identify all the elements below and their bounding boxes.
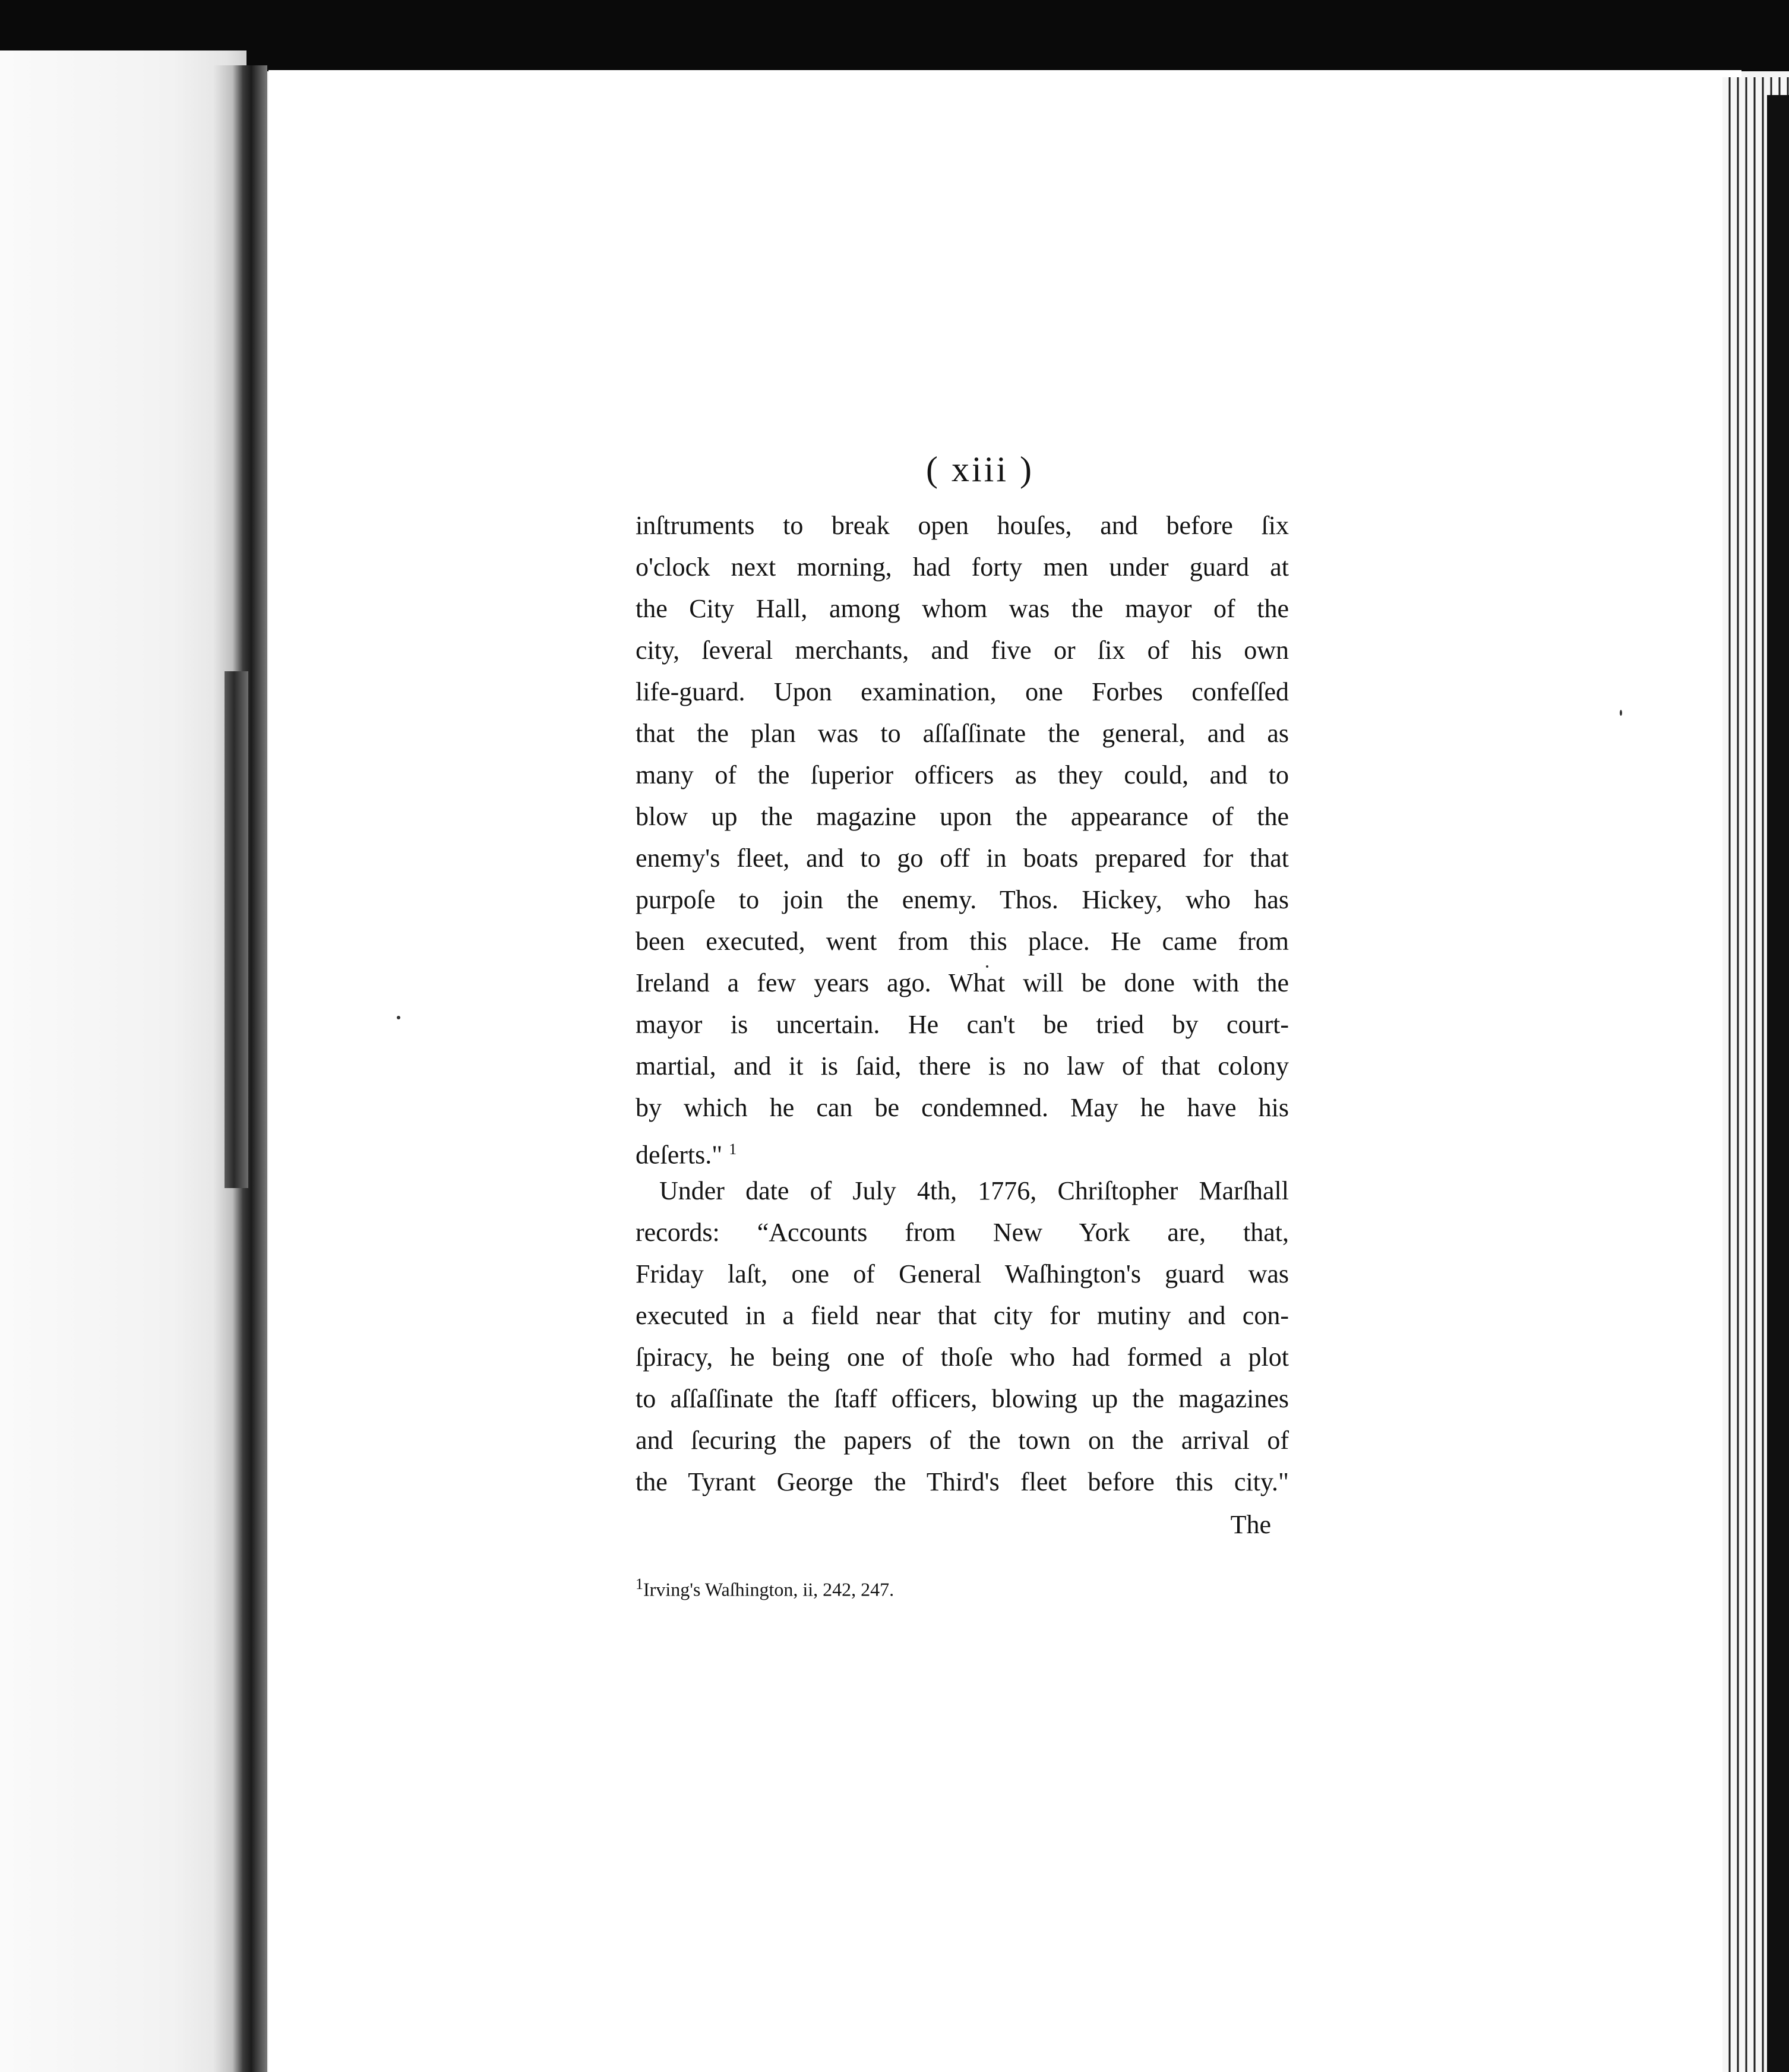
text-line: to aſſaſſinate the ſtaff officers, blowing up the magazines	[636, 1384, 1289, 1413]
page-text	[636, 446, 1289, 1604]
text-line: the City Hall, among whom was the mayor of the	[636, 594, 1289, 623]
page-number: ( xiii )	[926, 450, 1034, 489]
text-line: the Tyrant George the Third's fleet before this city."	[636, 1467, 1289, 1496]
facing-page	[0, 50, 246, 2072]
text-line: been executed, went from this place. He came from	[636, 927, 1289, 956]
text-line: mayor is uncertain. He can't be tried by court-	[636, 1010, 1289, 1039]
text-line: o'clock next morning, had forty men under guard at	[636, 552, 1289, 582]
footnote-number: 1	[636, 1575, 643, 1593]
footnote	[636, 1569, 1289, 1604]
ink-speck	[397, 1016, 400, 1019]
catchword: The	[1230, 1510, 1271, 1539]
text-line: Ireland a few years ago. What will be done with the	[636, 968, 1289, 997]
binding-tape	[225, 671, 248, 1188]
text-line: blow up the magazine upon the appearance of the	[636, 802, 1289, 831]
paragraph-2	[636, 1170, 1289, 1503]
text-line: executed in a field near that city for mutiny and con-	[636, 1301, 1289, 1330]
footnote-marker: 1	[729, 1141, 737, 1158]
page-edges-shadow	[1767, 95, 1789, 2072]
text-line: Friday laſt, one of General Waſhington's guard was	[636, 1259, 1289, 1288]
ink-speck	[1620, 710, 1622, 716]
footnote-text: Irving's Waſhington, ii, 242, 247.	[643, 1578, 894, 1600]
text-line-content: deſerts."	[636, 1140, 723, 1170]
text-line: city, ſeveral merchants, and five or ſix of his own	[636, 636, 1289, 665]
text-line: enemy's fleet, and to go off in boats prepared for that	[636, 844, 1289, 873]
text-line: purpoſe to join the enemy. Thos. Hickey, who has	[636, 885, 1289, 914]
scanner-border	[0, 0, 1789, 71]
text-line: and ſecuring the papers of the town on the arrival of	[636, 1426, 1289, 1455]
text-line: records: “Accounts from New York are, that,	[636, 1218, 1289, 1247]
text-line: life-guard. Upon examination, one Forbes confeſſed	[636, 677, 1289, 706]
text-line: by which he can be condemned. May he have his	[636, 1093, 1289, 1122]
text-line: Under date of July 4th, 1776, Chriſtopher Marſhall	[659, 1176, 1289, 1205]
text-line: inſtruments to break open houſes, and before ſix	[636, 511, 1289, 540]
paragraph-1	[636, 505, 1289, 1170]
text-line: many of the ſuperior officers as they could, and to	[636, 760, 1289, 789]
text-line: that the plan was to aſſaſſinate the general, and as	[636, 719, 1289, 748]
text-line-last	[636, 1129, 1289, 1170]
text-line: martial, and it is ſaid, there is no law of that colony	[636, 1051, 1289, 1081]
text-line: ſpiracy, he being one of thoſe who had formed a plot	[636, 1343, 1289, 1372]
